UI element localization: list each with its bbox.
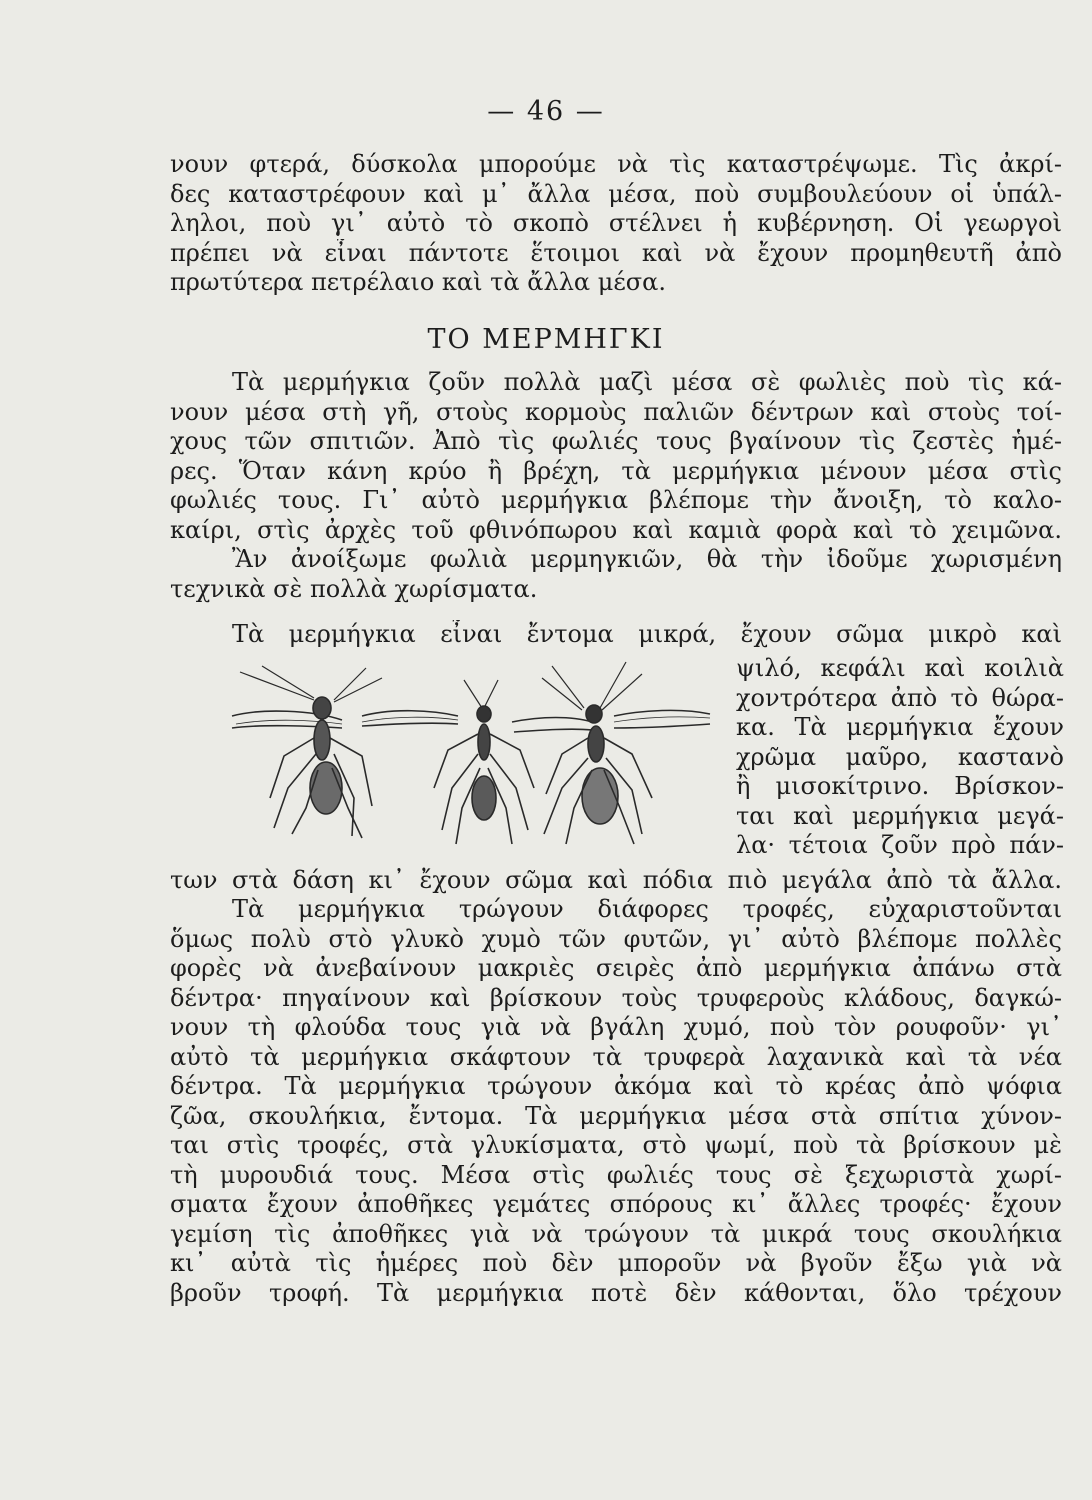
text-line: χοντρότερα ἀπὸ τὸ θώρα- [736, 683, 1064, 712]
worker-ant-middle [434, 680, 534, 844]
text-line: των στὰ δάση κι᾽ ἔχουν σῶμα καὶ πόδια πιὸ μεγάλα ἀπὸ τὰ ἄλλα. [170, 866, 1062, 894]
text-line: ὅμως πολὺ στὸ γλυκὸ χυμὸ τῶν φυτῶν, γι᾽ αὐτὸ βλέπομε πολλὲς [170, 924, 1062, 953]
text-line: νουν μέσα στὴ γῆ, στοὺς κορμοὺς παλιῶν δέντρων καὶ στοὺς τοί- [170, 397, 1062, 426]
paragraph-1 [170, 368, 1062, 604]
text-line: αὐτὸ τὰ μερμήγκια σκάφτουν τὰ τρυφερὰ λαχανικὰ καὶ τὰ νέα [170, 1042, 1062, 1071]
text-line: τεχνικὰ σὲ πολλὰ χωρίσματα. [170, 574, 538, 603]
paragraph-2-first-line [170, 620, 1062, 650]
text-line: βροῦν τροφή. Τὰ μερμήγκια ποτὲ δὲν κάθονται, ὅλο τρέχουν [170, 1278, 1062, 1307]
text-line: Τὰ μερμήγκια ζοῦν πολλὰ μαζὶ μέσα σὲ φωλιὲς ποὺ τὶς κά- [232, 368, 1062, 396]
text-line: δες καταστρέφουν καὶ μ᾽ ἄλλα μέσα, ποὺ συμβουλεύουν οἱ ὑπάλ- [170, 179, 1062, 208]
text-line: τὴ μυρουδιά τους. Μέσα στὶς φωλιές τους σὲ ξεχωριστὰ χωρί- [170, 1160, 1062, 1189]
ants-illustration [222, 658, 720, 854]
text-line: σματα ἔχουν ἀποθῆκες γεμάτες σπόρους κι᾽ ἄλλες τροφές· ἔχουν [170, 1190, 1062, 1218]
text-line: νουν φτερά, δύσκολα μπορούμε νὰ τὶς καταστρέψωμε. Τὶς ἀκρί- [170, 150, 1062, 178]
text-line: χρῶμα μαῦρο, καστανὸ [736, 742, 1064, 771]
text-line: Τὰ μερμήγκια εἶναι ἔντομα μικρά, ἔχουν σῶμα μικρὸ καὶ [232, 620, 1062, 648]
text-line: γεμίση τὶς ἀποθῆκες γιὰ νὰ τρώγουν τὰ μικρά τους σκουλήκια [170, 1219, 1062, 1248]
side-text-block [736, 654, 1064, 861]
paragraph-3 [170, 895, 1062, 1308]
winged-ant-left [232, 666, 458, 838]
text-line: ρες. Ὅταν κάνη κρύο ἢ βρέχη, τὰ μερμήγκια μένουν μέσα στὶς [170, 456, 1062, 485]
text-line: λα· τέτοια ζοῦν πρὸ πάν- [736, 831, 1064, 859]
text-line: ζῶα, σκουλήκια, ἔντομα. Τὰ μερμήγκια μέσα στὰ σπίτια χύνον- [170, 1101, 1062, 1130]
section-heading: ΤΟ ΜΕΡΜΗΓΚΙ [427, 324, 665, 355]
text-line: πρωτύτερα πετρέλαιο καὶ τὰ ἄλλα μέσα. [170, 268, 666, 296]
text-line: κι᾽ αὐτὰ τὶς ἡμέρες ποὺ δὲν μποροῦν νὰ βγοῦν ἔξω γιὰ νὰ [170, 1249, 1062, 1277]
text-line: ψιλό, κεφάλι καὶ κοιλιὰ [736, 654, 1064, 682]
page-number: — 46 — [487, 96, 605, 127]
text-line: φωλιές τους. Γι᾽ αὐτὸ μερμήγκια βλέπομε τὴν ἄνοιξη, τὸ καλο- [170, 486, 1062, 514]
text-line: ται καὶ μερμήγκια μεγά- [736, 801, 1064, 830]
text-line: Τὰ μερμήγκια τρώγουν διάφορες τροφές, εὐχαριστοῦνται [232, 895, 1062, 923]
text-line: Ἂν ἀνοίξωμε φωλιὰ μερμηγκιῶν, θὰ τὴν ἰδοῦμε χωρισμένη [232, 545, 1062, 573]
text-line: πρέπει νὰ εἶναι πάντοτε ἕτοιμοι καὶ νὰ ἔχουν προμηθευτῆ ἀπὸ [170, 238, 1062, 267]
text-line: φορὲς νὰ ἀνεβαίνουν μακριὲς σειρὲς ἀπὸ μερμήγκια ἀπάνω στὰ [170, 954, 1062, 982]
text-line: καίρι, στὶς ἀρχὲς τοῦ φθινόπωρου καὶ καμιὰ φορὰ καὶ τὸ χειμῶνα. [170, 515, 1062, 544]
text-line: ληλοι, ποὺ γι᾽ αὐτὸ τὸ σκοπὸ στέλνει ἡ κυβέρνηση. Οἱ γεωργοὶ [170, 209, 1062, 237]
text-line: κα. Τὰ μερμήγκια ἔχουν [736, 713, 1064, 741]
paragraph-2-continuation [170, 866, 1062, 896]
text-line: δέντρα. Τὰ μερμήγκια τρώγουν ἀκόμα καὶ τὸ κρέας ἀπὸ ψόφια [170, 1072, 1062, 1100]
text-line: ται στὶς τροφές, στὰ γλυκίσματα, στὸ ψωμί, ποὺ τὰ βρίσκουν μὲ [170, 1131, 1062, 1159]
text-line: ἢ μισοκίτρινο. Βρίσκον- [736, 772, 1064, 800]
winged-ant-right [512, 662, 710, 844]
text-line: χους τῶν σπιτιῶν. Ἀπὸ τὶς φωλιές τους βγαίνουν τὶς ζεστὲς ἡμέ- [170, 427, 1062, 455]
text-line: δέντρα· πηγαίνουν καὶ βρίσκουν τοὺς τρυφεροὺς κλάδους, δαγκώ- [170, 983, 1062, 1012]
text-line: νουν τὴ φλούδα τους γιὰ νὰ βγάλη χυμό, ποὺ τὸν ρουφοῦν· γι᾽ [170, 1013, 1062, 1041]
intro-paragraph [170, 150, 1062, 298]
